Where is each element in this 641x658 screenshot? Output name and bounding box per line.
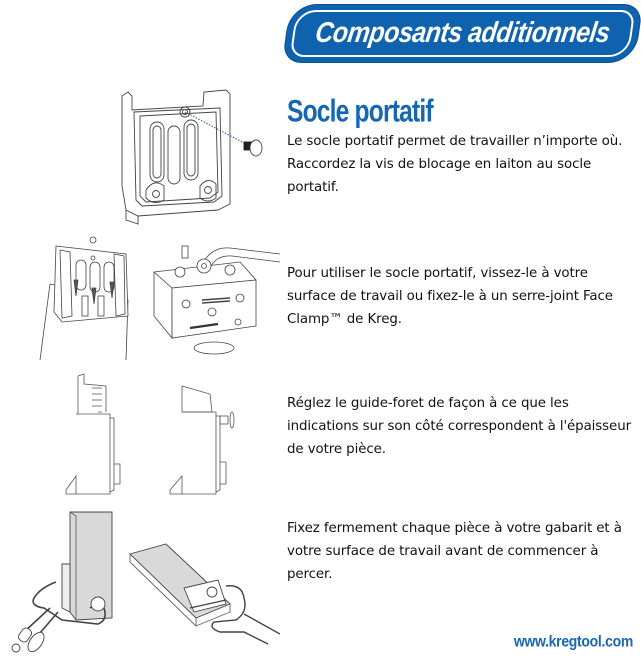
base-screwed-illustration (30, 236, 136, 360)
drill-guide-settings-illustration (62, 372, 248, 498)
step-3-text: Réglez le guide-foret de façon à ce que les indications sur son côté correspondent à l'épaisseur de votre pièce. (287, 396, 631, 457)
step-1-text: Le socle portatif permet de travailler n’importe où. Raccordez la vis de blocage en laiton au socle portatif. (287, 134, 623, 195)
face-clamp-illustration (150, 236, 280, 360)
clamped-workpiece-illustration (0, 508, 280, 658)
website-link[interactable]: www.kregtool.com (513, 632, 633, 650)
portable-base-illustration (118, 86, 278, 228)
section-title: Socle portatif (287, 94, 433, 129)
step-2-text: Pour utiliser le socle portatif, vissez-le à votre surface de travail ou fixez-le à un serre-joint Face Clamp™ de Kreg. (287, 266, 613, 327)
step-4-text: Fixez fermement chaque pièce à votre gabarit et à votre surface de travail avant de commencer à percer. (287, 521, 622, 582)
header-banner (283, 5, 641, 62)
banner-title: Composants additionnels (313, 16, 612, 50)
